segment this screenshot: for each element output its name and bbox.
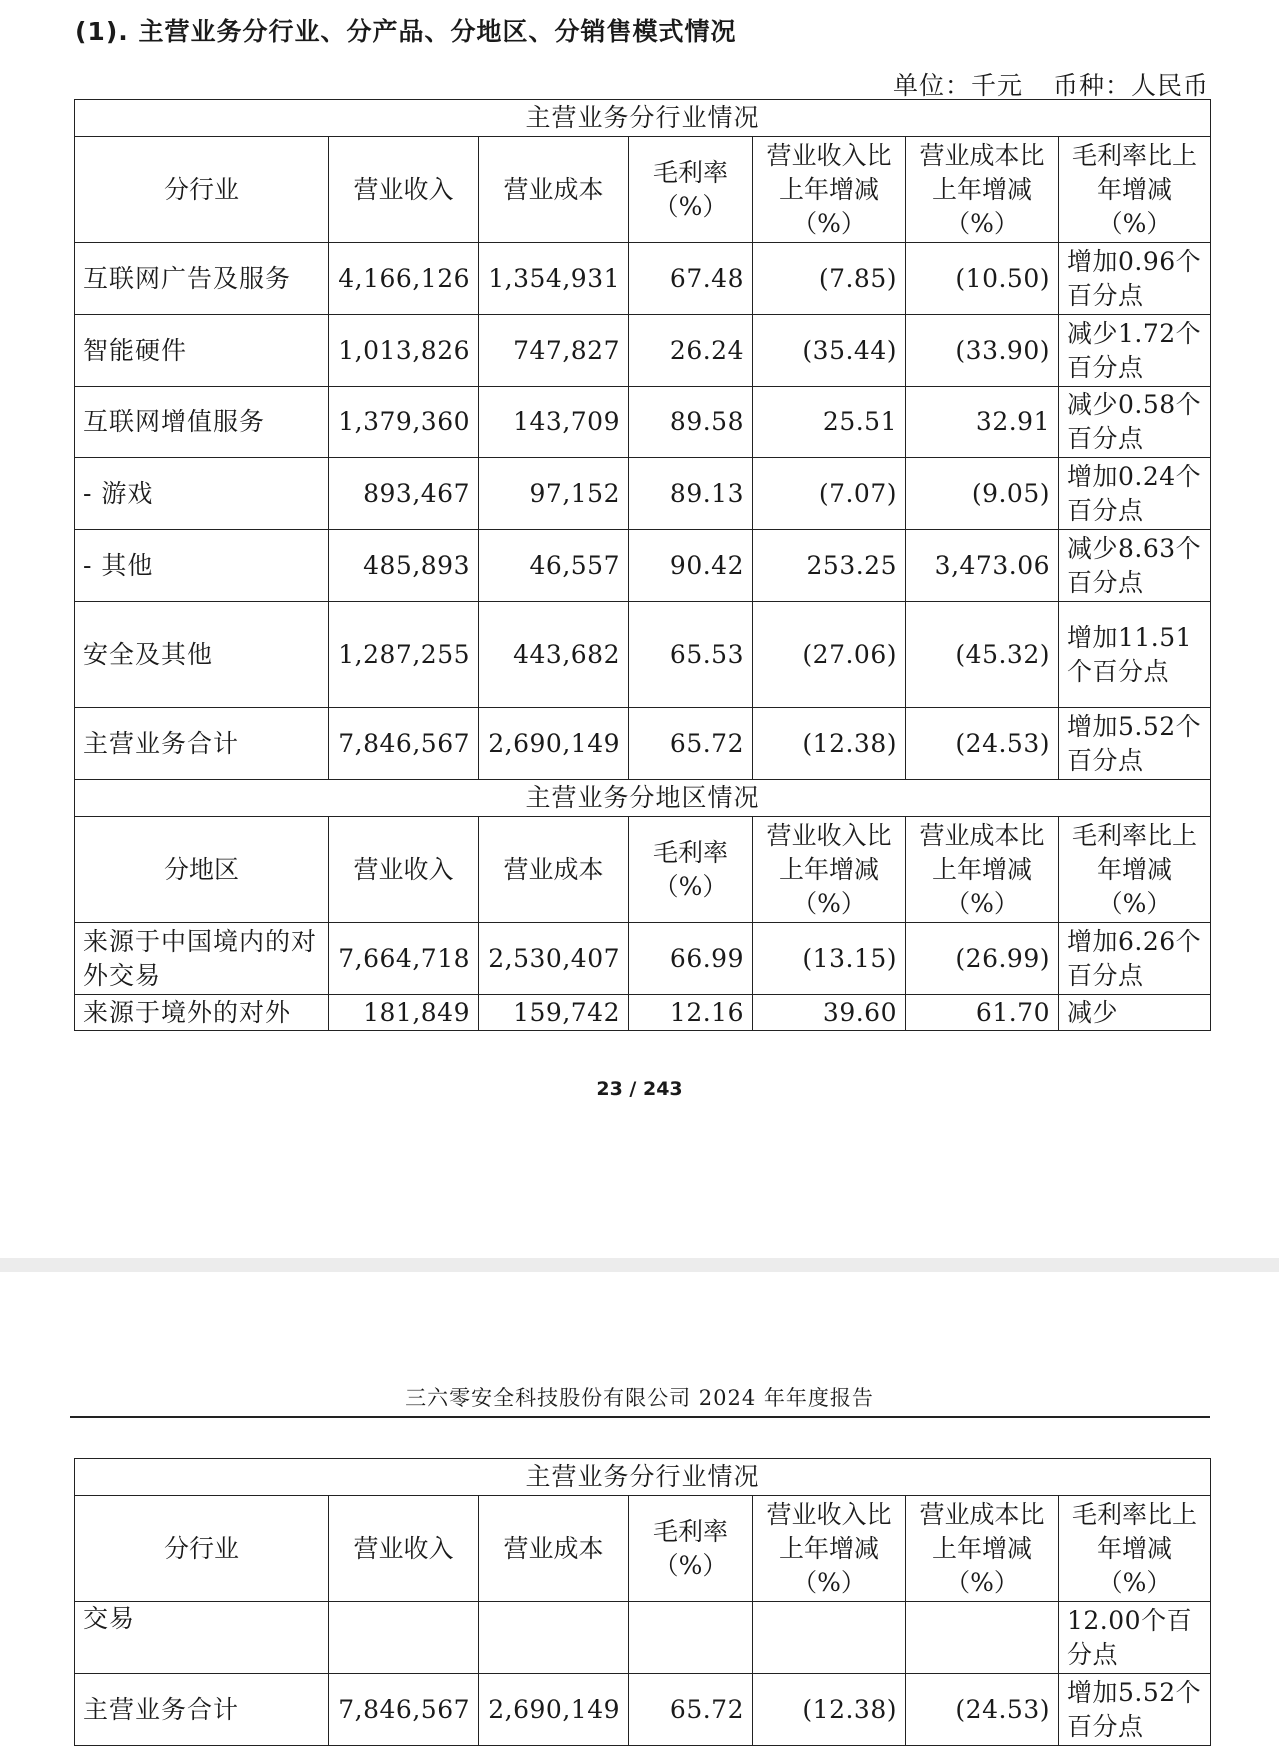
margin-value: 89.58 — [629, 387, 753, 458]
revenue-value: 1,013,826 — [329, 315, 479, 387]
header-region: 分地区 — [75, 817, 329, 923]
header-revenue: 营业收入 — [329, 817, 479, 923]
header-rule — [70, 1416, 1210, 1418]
margin-change-value: 减少8.63个百分点 — [1059, 530, 1211, 602]
table-row — [75, 387, 1211, 458]
revenue-change-value: (27.06) — [753, 602, 906, 708]
revenue-change-value: (12.38) — [753, 708, 906, 780]
header-revenue-change: 营业收入比上年增减（%） — [753, 137, 906, 243]
cost-value: 2,690,149 — [479, 1674, 629, 1746]
table-row — [75, 708, 1211, 780]
margin-change-value: 增加6.26个百分点 — [1059, 923, 1211, 995]
cost-value — [479, 1602, 629, 1674]
row-label: 主营业务合计 — [75, 1674, 329, 1746]
row-label: 安全及其他 — [75, 602, 329, 708]
header-revenue-change: 营业收入比上年增减（%） — [753, 817, 906, 923]
currency-label: 币种：人民币 — [1052, 71, 1209, 100]
revenue-change-value: (35.44) — [753, 315, 906, 387]
page-number: 23 / 243 — [596, 1078, 683, 1100]
cost-value: 2,530,407 — [479, 923, 629, 995]
cost-change-value: (24.53) — [906, 1674, 1059, 1746]
revenue-value: 1,287,255 — [329, 602, 479, 708]
header-cost: 营业成本 — [479, 817, 629, 923]
margin-value: 65.72 — [629, 1674, 753, 1746]
cost-value: 747,827 — [479, 315, 629, 387]
header-margin-change: 毛利率比上年增减（%） — [1059, 1496, 1211, 1602]
cost-value: 46,557 — [479, 530, 629, 602]
row-label: 互联网增值服务 — [75, 387, 329, 458]
margin-value: 66.99 — [629, 923, 753, 995]
revenue-value: 7,664,718 — [329, 923, 479, 995]
margin-change-value: 增加5.52个百分点 — [1059, 1674, 1211, 1746]
header-industry: 分行业 — [75, 1496, 329, 1602]
margin-change-value: 增加5.52个百分点 — [1059, 708, 1211, 780]
revenue-value: 893,467 — [329, 458, 479, 530]
revenue-change-value: (7.85) — [753, 243, 906, 315]
header-gross-margin: 毛利率（%） — [629, 817, 753, 923]
revenue-value: 7,846,567 — [329, 1674, 479, 1746]
table-row — [75, 923, 1211, 995]
header-gross-margin: 毛利率（%） — [629, 1496, 753, 1602]
header-revenue: 营业收入 — [329, 1496, 479, 1602]
row-label: 交易 — [75, 1602, 329, 1674]
revenue-value: 4,166,126 — [329, 243, 479, 315]
continued-industry-table — [74, 1458, 1211, 1746]
header-industry: 分行业 — [75, 137, 329, 243]
header-margin-change: 毛利率比上年增减（%） — [1059, 137, 1211, 243]
cost-change-value: 32.91 — [906, 387, 1059, 458]
header-cost-change: 营业成本比上年增减（%） — [906, 1496, 1059, 1602]
revenue-change-value: 253.25 — [753, 530, 906, 602]
page-gap — [0, 1258, 1279, 1272]
region-section-title: 主营业务分地区情况 — [75, 780, 1211, 817]
cost-change-value: (24.53) — [906, 708, 1059, 780]
margin-value: 26.24 — [629, 315, 753, 387]
cost-change-value: (33.90) — [906, 315, 1059, 387]
cost-change-value: (9.05) — [906, 458, 1059, 530]
table-row — [75, 602, 1211, 708]
margin-change-value: 12.00个百分点 — [1059, 1602, 1211, 1674]
cost-value: 1,354,931 — [479, 243, 629, 315]
revenue-value: 7,846,567 — [329, 708, 479, 780]
industry-section-title: 主营业务分行业情况 — [75, 100, 1211, 137]
running-header: 三六零安全科技股份有限公司 2024 年年度报告 — [405, 1386, 874, 1410]
margin-change-value: 减少1.72个百分点 — [1059, 315, 1211, 387]
margin-value — [629, 1602, 753, 1674]
margin-value: 65.72 — [629, 708, 753, 780]
header-cost: 营业成本 — [479, 137, 629, 243]
table-row — [75, 995, 1211, 1031]
cost-change-value: 61.70 — [906, 995, 1059, 1031]
cost-value: 2,690,149 — [479, 708, 629, 780]
header-cost: 营业成本 — [479, 1496, 629, 1602]
cost-value: 143,709 — [479, 387, 629, 458]
row-label: 智能硬件 — [75, 315, 329, 387]
industry-region-table — [74, 99, 1211, 1031]
table-row — [75, 1602, 1211, 1674]
row-label: 主营业务合计 — [75, 708, 329, 780]
table-row — [75, 458, 1211, 530]
header-revenue: 营业收入 — [329, 137, 479, 243]
row-label: 来源于中国境内的对外交易 — [75, 923, 329, 995]
margin-change-value: 增加0.96个百分点 — [1059, 243, 1211, 315]
revenue-change-value: (7.07) — [753, 458, 906, 530]
industry-header-row — [75, 137, 1211, 243]
margin-change-value: 减少 — [1059, 995, 1211, 1031]
cost-value: 443,682 — [479, 602, 629, 708]
revenue-change-value: (12.38) — [753, 1674, 906, 1746]
header-gross-margin: 毛利率（%） — [629, 137, 753, 243]
row-label: - 游戏 — [75, 458, 329, 530]
margin-change-value: 增加0.24个百分点 — [1059, 458, 1211, 530]
page-24 — [0, 1272, 1279, 1751]
cost-change-value: (26.99) — [906, 923, 1059, 995]
row-label: 来源于境外的对外 — [75, 995, 329, 1031]
table-row — [75, 530, 1211, 602]
margin-change-value: 减少0.58个百分点 — [1059, 387, 1211, 458]
row-label: 互联网广告及服务 — [75, 243, 329, 315]
revenue-change-value — [753, 1602, 906, 1674]
margin-value: 12.16 — [629, 995, 753, 1031]
continued-header-row — [75, 1496, 1211, 1602]
table-row — [75, 1674, 1211, 1746]
header-margin-change: 毛利率比上年增减（%） — [1059, 817, 1211, 923]
margin-value: 65.53 — [629, 602, 753, 708]
revenue-change-value: (13.15) — [753, 923, 906, 995]
cost-change-value — [906, 1602, 1059, 1674]
margin-value: 90.42 — [629, 530, 753, 602]
revenue-value: 485,893 — [329, 530, 479, 602]
row-label: - 其他 — [75, 530, 329, 602]
margin-change-value: 增加11.51个百分点 — [1059, 602, 1211, 708]
unit-line — [893, 66, 1209, 102]
revenue-change-value: 25.51 — [753, 387, 906, 458]
revenue-value: 181,849 — [329, 995, 479, 1031]
unit-label: 单位：千元 — [892, 71, 1023, 100]
section-title: (1). 主营业务分行业、分产品、分地区、分销售模式情况 — [75, 17, 737, 46]
continued-section-title: 主营业务分行业情况 — [75, 1459, 1211, 1496]
revenue-value — [329, 1602, 479, 1674]
cost-change-value: (10.50) — [906, 243, 1059, 315]
revenue-value: 1,379,360 — [329, 387, 479, 458]
table-row — [75, 315, 1211, 387]
cost-change-value: 3,473.06 — [906, 530, 1059, 602]
header-cost-change: 营业成本比上年增减（%） — [906, 137, 1059, 243]
cost-change-value: (45.32) — [906, 602, 1059, 708]
cost-value: 159,742 — [479, 995, 629, 1031]
cost-value: 97,152 — [479, 458, 629, 530]
region-header-row — [75, 817, 1211, 923]
revenue-change-value: 39.60 — [753, 995, 906, 1031]
header-revenue-change: 营业收入比上年增减（%） — [753, 1496, 906, 1602]
header-cost-change: 营业成本比上年增减（%） — [906, 817, 1059, 923]
table-row — [75, 243, 1211, 315]
margin-value: 67.48 — [629, 243, 753, 315]
margin-value: 89.13 — [629, 458, 753, 530]
